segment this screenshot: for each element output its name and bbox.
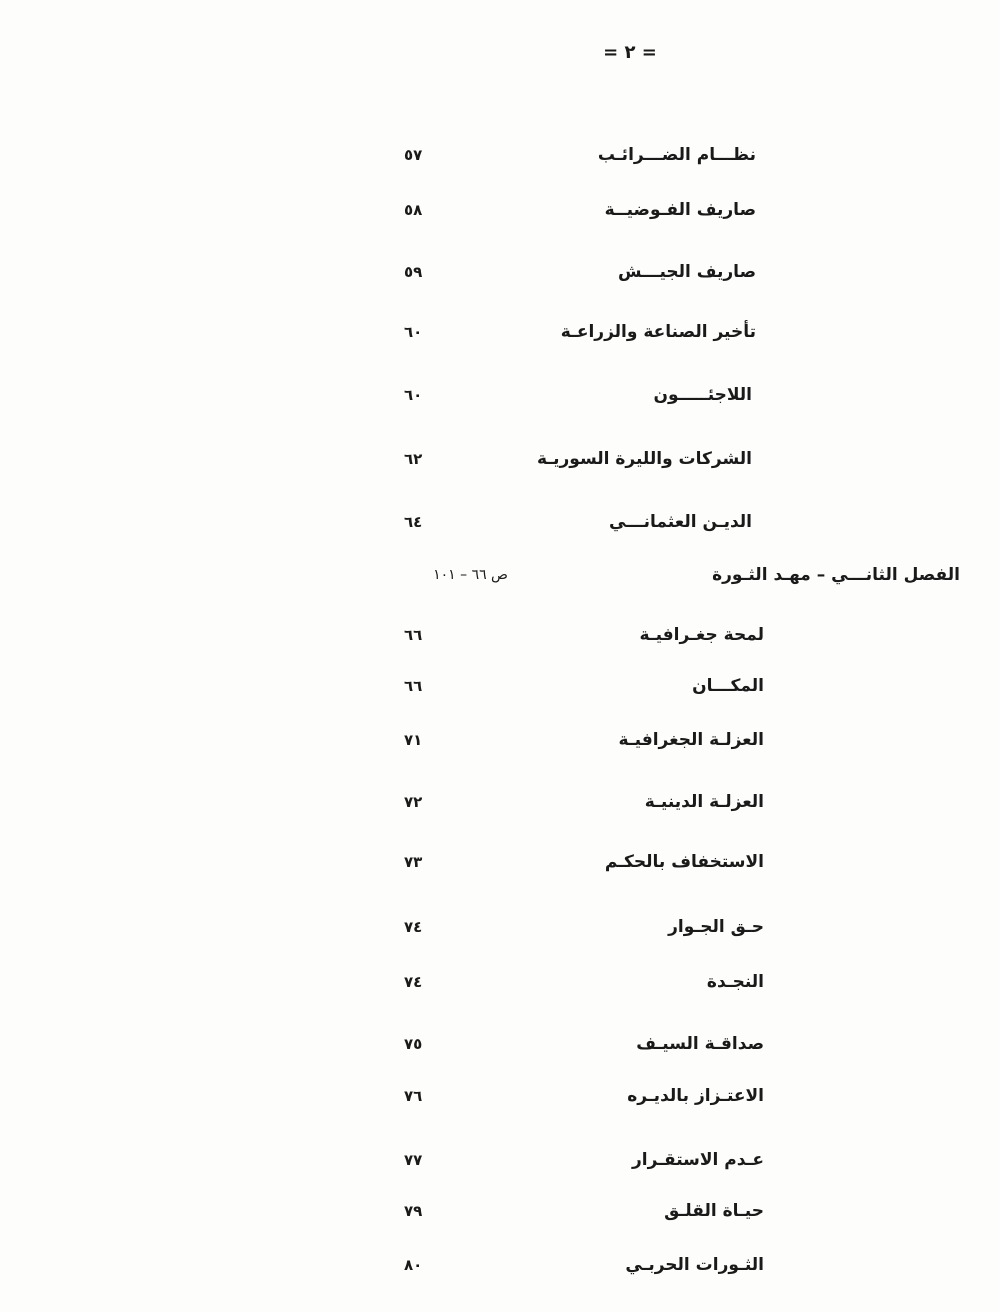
toc-entry: [0, 785, 1000, 819]
toc-entry: [0, 910, 1000, 944]
toc-entry-page: ٧٤: [404, 918, 423, 936]
chapter-title: الفصل الثانـــي – مهـد الثـورة: [712, 565, 960, 585]
toc-entry-page: ٥٨: [404, 201, 423, 219]
toc-entry-page: ٦٤: [404, 513, 423, 531]
toc-entry: [0, 723, 1000, 757]
toc-entry-title: الديـن العثمانـــي: [609, 512, 752, 532]
toc-entry: [0, 315, 1000, 349]
toc-entry-title: العزلـة الجغرافيـة: [618, 730, 764, 750]
toc-entry: [0, 193, 1000, 227]
toc-entry-title: الاستخفاف بالحكـم: [604, 852, 764, 872]
toc-entry: [0, 378, 1000, 412]
toc-entry-page: ٧٣: [404, 853, 423, 871]
toc-entry-page: ٥٧: [404, 146, 423, 164]
toc-entry: [0, 618, 1000, 652]
toc-entry-page: ٦٦: [404, 626, 423, 644]
toc-entry-title: صاريف الجيـــش: [617, 262, 756, 282]
toc-entry-title: صداقـة السيـف: [636, 1034, 764, 1054]
toc-entry-page: ٦٠: [404, 323, 423, 341]
toc-entry-title: حـق الجـوار: [668, 917, 764, 937]
toc-entry: [0, 1079, 1000, 1113]
toc-entry-title: الشركات والليرة السوريـة: [537, 449, 752, 469]
toc-entry-title: العزلـة الدينيـة: [644, 792, 764, 812]
toc-entry-title: عـدم الاستقـرار: [632, 1150, 764, 1170]
toc-entry: [0, 669, 1000, 703]
toc-entry: [0, 505, 1000, 539]
toc-entry-page: ٦٦: [404, 677, 423, 695]
toc-entry-title: نظـــام الضـــرائـب: [597, 145, 756, 165]
toc-entry-title: النجـدة: [706, 972, 764, 992]
toc-entry-page: ٦٠: [404, 386, 423, 404]
chapter-page-range: ص ٦٦ – ١٠١: [433, 567, 508, 583]
toc-entry-page: ٧٤: [404, 973, 423, 991]
toc-entry-page: ٧٢: [404, 793, 423, 811]
toc-entry-title: حيـاة القلـق: [664, 1201, 764, 1221]
toc-entry-page: ٧١: [404, 731, 423, 749]
toc-entry-page: ٧٦: [404, 1087, 423, 1105]
toc-entry: [0, 845, 1000, 879]
toc-entry-title: المكـــان: [692, 676, 764, 696]
toc-entry-title: لمحة جغـرافيـة: [639, 625, 764, 645]
page-number: = ٢ =: [603, 42, 657, 63]
toc-entry-page: ٧٧: [404, 1151, 423, 1169]
toc-entry: [0, 965, 1000, 999]
toc-entry-title: اللاجئـــــون: [653, 385, 752, 405]
toc-entry-page: ٧٥: [404, 1035, 423, 1053]
chapter-heading: [0, 558, 1000, 592]
toc-entry-page: ٦٢: [404, 450, 423, 468]
toc-entry-page: ٥٩: [404, 263, 423, 281]
toc-entry-page: ٨٠: [404, 1256, 423, 1274]
toc-entry: [0, 255, 1000, 289]
toc-entry: [0, 1027, 1000, 1061]
toc-entry: [0, 1248, 1000, 1282]
toc-entry-title: الثـورات الحربـي: [625, 1255, 764, 1275]
toc-entry: [0, 442, 1000, 476]
toc-entry-title: صاريف الفـوضيــة: [604, 200, 756, 220]
toc-entry-title: تأخير الصناعة والزراعـة: [560, 322, 756, 342]
toc-entry: [0, 1143, 1000, 1177]
toc-entry-page: ٧٩: [404, 1202, 423, 1220]
toc-entry-title: الاعتـزاز بالديـره: [627, 1086, 764, 1106]
toc-entry: [0, 1194, 1000, 1228]
toc-entry: [0, 138, 1000, 172]
